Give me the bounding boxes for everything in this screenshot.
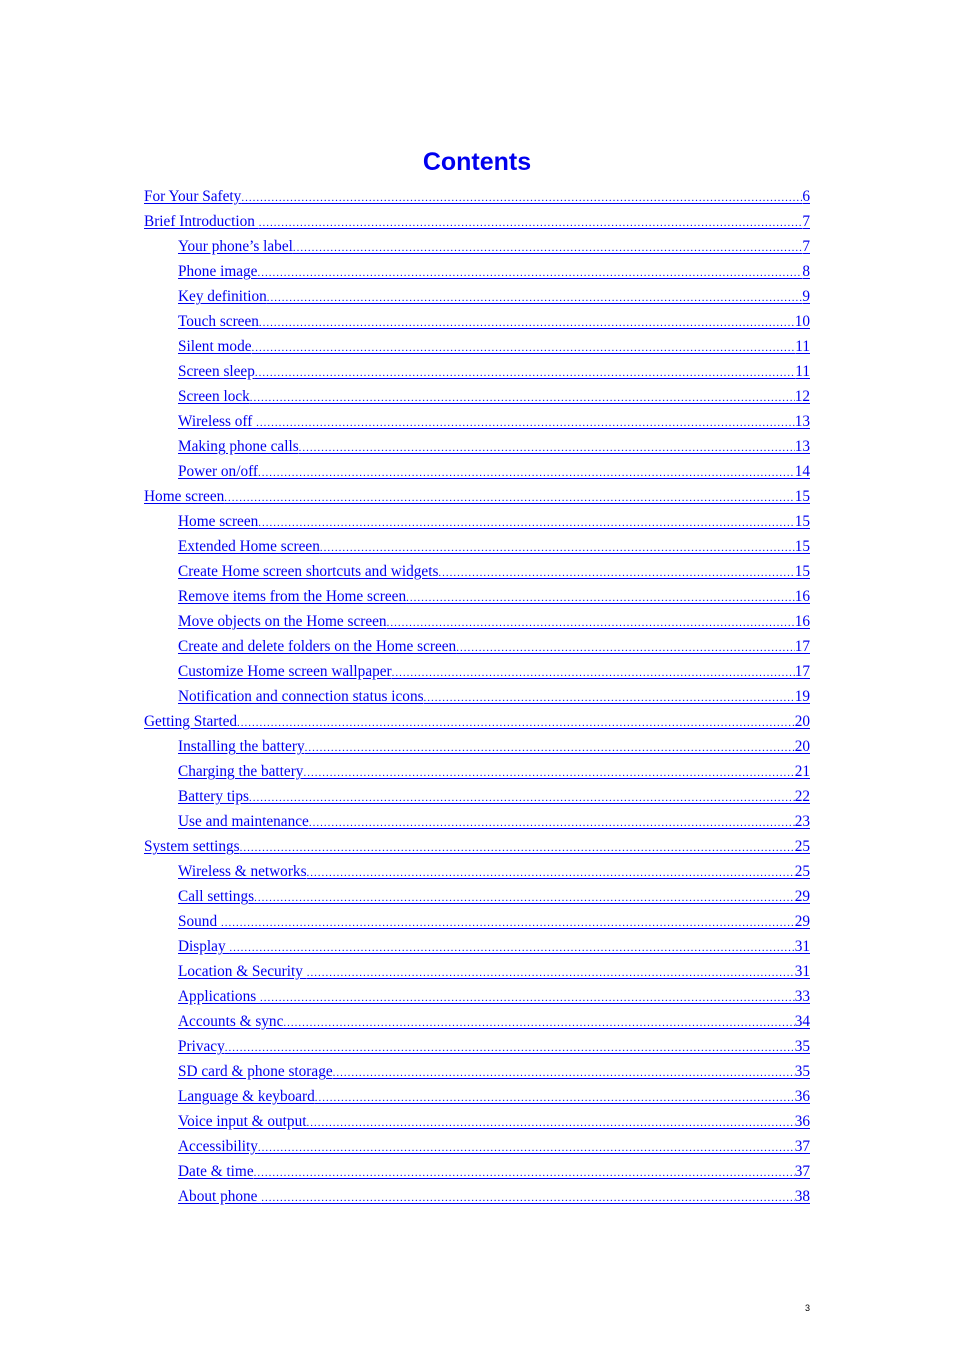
toc-link[interactable]: [144, 434, 810, 459]
toc-entry-page: 35: [794, 1038, 810, 1055]
toc-entry-page: 33: [794, 988, 810, 1005]
toc-entry-label: Screen sleep: [178, 363, 255, 380]
toc-entry-page: 37: [794, 1138, 810, 1155]
toc-link[interactable]: [144, 309, 810, 334]
toc-entry-label: Silent mode: [178, 338, 252, 355]
dot-leader: [255, 361, 795, 384]
toc-entry-page: 29: [794, 888, 810, 905]
toc-entry-page: 29: [794, 913, 810, 930]
toc-entry-label: Remove items from the Home screen: [178, 588, 407, 605]
toc-entry-label: Installing the battery: [178, 738, 305, 755]
dot-leader: [299, 436, 795, 459]
toc-entry-page: 36: [794, 1088, 810, 1105]
toc-entry-page: 17: [794, 663, 810, 680]
toc-entry-page: 13: [794, 438, 810, 455]
toc-entry-label: Language & keyboard: [178, 1088, 315, 1105]
toc-entry-label: Accessibility: [178, 1138, 258, 1155]
toc-entry-label: Home screen: [178, 513, 259, 530]
toc-link[interactable]: [144, 1184, 810, 1209]
dot-leader: [259, 311, 795, 334]
toc-link[interactable]: [144, 1034, 810, 1059]
dot-leader: [250, 386, 795, 409]
toc-entry-page: 10: [794, 313, 810, 330]
dot-leader: [392, 661, 795, 684]
toc-link[interactable]: [144, 884, 810, 909]
dot-leader: [406, 586, 795, 609]
toc-entry-page: 23: [794, 813, 810, 830]
toc-link[interactable]: [144, 1109, 810, 1134]
toc-entry-page: 31: [794, 963, 810, 980]
dot-leader: [260, 986, 795, 1009]
dot-leader: [257, 261, 802, 284]
toc-entry-page: 38: [794, 1188, 810, 1205]
toc-entry-label: Location & Security: [178, 963, 307, 980]
toc-entry-page: 37: [794, 1163, 810, 1180]
toc-link[interactable]: [144, 384, 810, 409]
toc-entry-page: 14: [794, 463, 810, 480]
toc-link[interactable]: [144, 209, 810, 234]
page-number: 3: [804, 1303, 810, 1313]
toc-entry-label: About phone: [178, 1188, 262, 1205]
toc-link[interactable]: [144, 459, 810, 484]
toc-entry-page: 19: [794, 688, 810, 705]
toc-link[interactable]: [144, 734, 810, 759]
toc-entry-label: Power on/off: [178, 463, 259, 480]
toc-entry-label: Wireless & networks: [178, 863, 307, 880]
toc-entry-label: Notification and connection status icons: [178, 688, 424, 705]
toc-link[interactable]: [144, 584, 810, 609]
dot-leader: [387, 611, 795, 634]
toc-entry-label: Accounts & sync: [178, 1013, 284, 1030]
toc-entry-page: 35: [794, 1063, 810, 1080]
toc-entry-label: Wireless off: [178, 413, 257, 430]
toc-entry-page: 34: [794, 1013, 810, 1030]
toc-entry-label: Extended Home screen: [178, 538, 320, 555]
dot-leader: [252, 336, 796, 359]
toc-entry-label: SD card & phone storage: [178, 1063, 333, 1080]
toc-link[interactable]: [144, 684, 810, 709]
toc-link[interactable]: [144, 834, 810, 859]
toc-entry-page: 25: [794, 863, 810, 880]
toc-entry-page: 20: [794, 713, 810, 730]
toc-link[interactable]: [144, 809, 810, 834]
dot-leader: [241, 186, 802, 209]
toc-link[interactable]: [144, 1159, 810, 1184]
dot-leader: [307, 861, 795, 884]
dot-leader: [221, 911, 795, 934]
toc-entry-label: Move objects on the Home screen: [178, 613, 387, 630]
toc-link[interactable]: [144, 659, 810, 684]
toc-entry-label: Call settings: [178, 888, 255, 905]
toc-link[interactable]: [144, 1059, 810, 1084]
toc-entry-label: Create and delete folders on the Home screen: [178, 638, 457, 655]
toc-entry-page: 12: [794, 388, 810, 405]
table-of-contents: [144, 184, 810, 1209]
toc-entry-page: 16: [794, 613, 810, 630]
dot-leader: [249, 786, 795, 809]
toc-entry-page: 13: [794, 413, 810, 430]
toc-link[interactable]: [144, 1009, 810, 1034]
dot-leader: [303, 761, 794, 784]
toc-entry-page: 16: [794, 588, 810, 605]
dot-leader: [261, 1186, 794, 1209]
toc-entry-page: 25: [794, 838, 810, 855]
toc-entry-page: 31: [794, 938, 810, 955]
dot-leader: [237, 711, 795, 734]
toc-entry-page: 36: [794, 1113, 810, 1130]
dot-leader: [307, 961, 795, 984]
toc-link[interactable]: [144, 984, 810, 1009]
toc-entry-label: System settings: [144, 838, 240, 855]
dot-leader: [254, 886, 795, 909]
toc-entry-page: 22: [794, 788, 810, 805]
toc-entry-label: Display: [178, 938, 230, 955]
toc-entry-page: 15: [794, 513, 810, 530]
toc-link[interactable]: [144, 909, 810, 934]
dot-leader: [224, 486, 794, 509]
toc-entry-page: 15: [794, 538, 810, 555]
dot-leader: [258, 511, 794, 534]
toc-link[interactable]: [144, 259, 810, 284]
toc-entry-page: 7: [802, 213, 810, 230]
toc-entry-label: Brief Introduction: [144, 213, 259, 230]
toc-link[interactable]: [144, 1084, 810, 1109]
toc-entry-page: 11: [795, 338, 810, 355]
toc-entry-page: 8: [802, 263, 810, 280]
toc-link[interactable]: [144, 184, 810, 209]
toc-entry-page: 6: [802, 188, 810, 205]
dot-leader: [240, 836, 795, 859]
toc-entry-label: Key definition: [178, 288, 267, 305]
toc-entry-label: Getting Started: [144, 713, 238, 730]
dot-leader: [305, 736, 795, 759]
toc-link[interactable]: [144, 609, 810, 634]
toc-entry-label: Screen lock: [178, 388, 250, 405]
toc-entry-page: 7: [802, 238, 810, 255]
toc-entry-label: For Your Safety: [144, 188, 242, 205]
toc-entry-label: Home screen: [144, 488, 225, 505]
dot-leader: [320, 536, 795, 559]
toc-link[interactable]: [144, 409, 810, 434]
toc-entry-label: Customize Home screen wallpaper: [178, 663, 392, 680]
toc-entry-label: Privacy: [178, 1038, 225, 1055]
dot-leader: [438, 561, 794, 584]
toc-link[interactable]: [144, 559, 810, 584]
dot-leader: [424, 686, 795, 709]
toc-entry-label: Battery tips: [178, 788, 249, 805]
toc-link[interactable]: [144, 534, 810, 559]
dot-leader: [293, 236, 802, 259]
toc-link[interactable]: [144, 709, 810, 734]
toc-link[interactable]: [144, 284, 810, 309]
dot-leader: [267, 286, 803, 309]
dot-leader: [309, 811, 795, 834]
toc-link[interactable]: [144, 484, 810, 509]
toc-entry-label: Charging the battery: [178, 763, 304, 780]
toc-link[interactable]: [144, 959, 810, 984]
toc-entry-label: Date & time: [178, 1163, 254, 1180]
toc-link[interactable]: [144, 934, 810, 959]
dot-leader: [259, 211, 803, 234]
toc-entry-label: Create Home screen shortcuts and widgets: [178, 563, 439, 580]
toc-link[interactable]: [144, 509, 810, 534]
dot-leader: [315, 1086, 795, 1109]
toc-entry-label: Use and maintenance: [178, 813, 309, 830]
toc-entry-label: Sound: [178, 913, 221, 930]
toc-link[interactable]: [144, 234, 810, 259]
dot-leader: [258, 1136, 795, 1159]
toc-entry-label: Applications: [178, 988, 260, 1005]
dot-leader: [254, 1161, 795, 1184]
dot-leader: [229, 936, 794, 959]
toc-link[interactable]: [144, 334, 810, 359]
toc-entry-label: Making phone calls: [178, 438, 299, 455]
toc-entry-page: 15: [794, 488, 810, 505]
page-title: Contents: [422, 147, 532, 176]
toc-link[interactable]: [144, 859, 810, 884]
dot-leader: [306, 1111, 794, 1134]
toc-entry-label: Your phone’s label: [178, 238, 293, 255]
toc-entry-page: 21: [794, 763, 810, 780]
dot-leader: [283, 1011, 794, 1034]
dot-leader: [256, 411, 795, 434]
toc-entry-label: Voice input & output: [178, 1113, 307, 1130]
toc-entry-page: 15: [794, 563, 810, 580]
toc-link[interactable]: [144, 634, 810, 659]
toc-entry-label: Phone image: [178, 263, 258, 280]
toc-link[interactable]: [144, 759, 810, 784]
toc-link[interactable]: [144, 359, 810, 384]
dot-leader: [333, 1061, 795, 1084]
dot-leader: [225, 1036, 795, 1059]
dot-leader: [456, 636, 795, 659]
toc-entry-page: 9: [802, 288, 810, 305]
toc-entry-label: Touch screen: [178, 313, 259, 330]
toc-entry-page: 20: [794, 738, 810, 755]
toc-entry-page: 17: [794, 638, 810, 655]
dot-leader: [258, 461, 795, 484]
toc-link[interactable]: [144, 1134, 810, 1159]
toc-entry-page: 11: [795, 363, 810, 380]
toc-link[interactable]: [144, 784, 810, 809]
